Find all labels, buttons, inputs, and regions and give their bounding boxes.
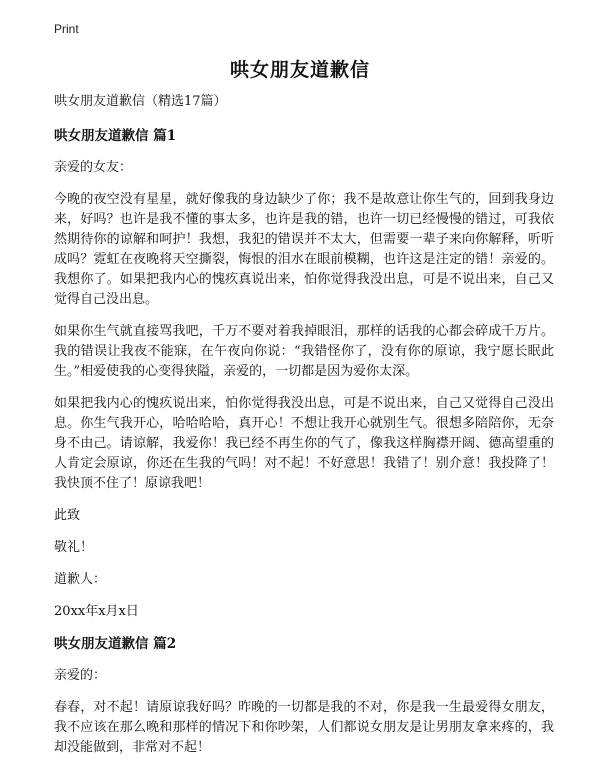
letter-section-2	[54, 634, 554, 758]
section-heading: 哄女朋友道歉信 篇2	[54, 636, 177, 652]
paragraph: 如果把我内心的愧疚说出来，怕你觉得我没出息，可是不说出来，自己又觉得自己没出息。你生气我开心，哈哈哈哈，真开心！不想让我开心就别生气。很想多陪陪你，无奈身不由己。请谅解，我爱你！我已经不再生你的气了，像我这样胸襟开阔、德高望重的人肯定会原谅，你还在生我的气吗！对不起！不好意思！我错了！别介意！我投降了！我快顶不住了！原谅我吧！	[54, 396, 554, 491]
paragraph: 春春，对不起！请原谅我好吗？昨晚的一切都是我的不对，你是我一生最爱得女朋友，我不应该在那么晚和那样的情况下和你吵架，人们都说女朋友是让男朋友拿来疼的，我却没能做到，非常对不起！	[54, 700, 554, 755]
section-heading: 哄女朋友道歉信 篇1	[54, 128, 177, 144]
salutation: 亲爱的：	[54, 668, 107, 683]
closing-line: 此致	[54, 508, 81, 523]
document-subtitle: 哄女朋友道歉信（精选17篇）	[54, 94, 227, 109]
paragraph: 今晚的夜空没有星星，就好像我的身边缺少了你；我不是故意让你生气的，回到我身边来，好吗？也许是我不懂的事太多，也许是我的错，也许一切已经慢慢的错过，可我依然期待你的谅解和呵护！我想，我犯的错误并不太大，但需要一辈子来向你解释，听听成吗？霓虹在夜晚将天空撕裂，悔恨的泪水在眼前模糊，也许这是注定的错！亲爱的。我想你了。如果把我内心的愧疚真说出来，怕你觉得我没出息，可是不说出来，自己又觉得自己没出息。	[54, 192, 554, 307]
salutation: 亲爱的女友：	[54, 160, 133, 175]
page-title: 哄女朋友道歉信	[229, 59, 370, 81]
closing-line: 敬礼！	[54, 540, 94, 555]
paragraph: 如果你生气就直接骂我吧，千万不要对着我掉眼泪，那样的话我的心都会碎成千万片。我的错误让我夜不能寐，在午夜向你说：“我错怪你了，没有你的原谅，我宁愿长眠此生。”相爱使我的心变得狭隘，亲爱的，一切都是因为爱你太深。	[54, 324, 554, 379]
letter-section-1	[54, 126, 554, 622]
signature-line: 道歉人：	[54, 572, 107, 587]
date-line: 20xx年x月x日	[54, 604, 139, 619]
document-body	[54, 92, 554, 770]
print-link[interactable]: Print	[54, 22, 79, 36]
